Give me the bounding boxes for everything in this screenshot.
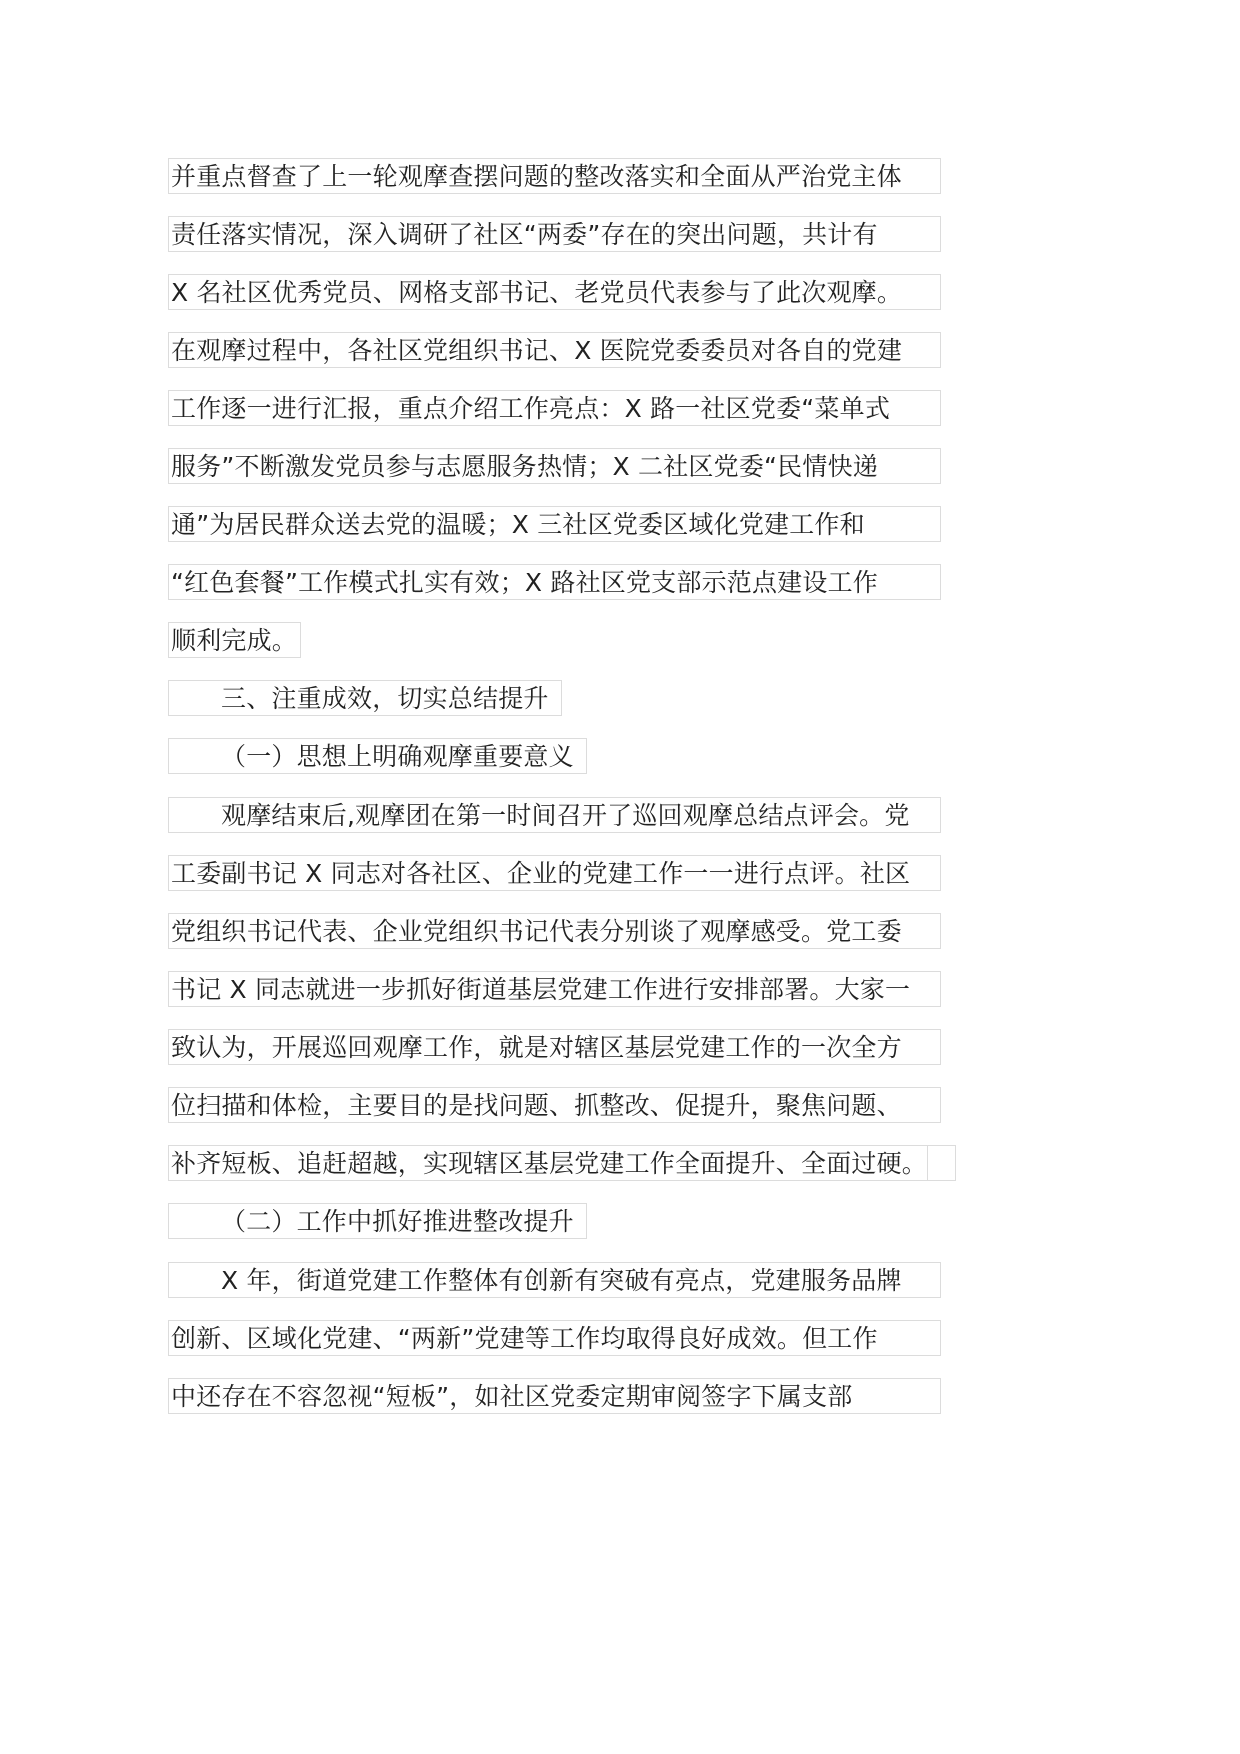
paragraph-line: 通”为居民群众送去党的温暖；X 三社区党委区域化党建工作和	[168, 506, 941, 542]
paragraph-line: 责任落实情况，深入调研了社区“两委”存在的突出问题，共计有	[168, 216, 941, 252]
line-end-box	[927, 1145, 956, 1181]
paragraph-line: 书记 X 同志就进一步抓好街道基层党建工作进行安排部署。大家一	[168, 971, 941, 1007]
paragraph-line: 顺利完成。	[168, 622, 301, 658]
paragraph-line: 观摩结束后,观摩团在第一时间召开了巡回观摩总结点评会。党	[168, 797, 941, 833]
paragraph-line: 党组织书记代表、企业党组织书记代表分别谈了观摩感受。党工委	[168, 913, 941, 949]
paragraph-line: X 年，街道党建工作整体有创新有突破有亮点，党建服务品牌	[168, 1262, 941, 1298]
paragraph-line: 致认为，开展巡回观摩工作，就是对辖区基层党建工作的一次全方	[168, 1029, 941, 1065]
paragraph-line: 位扫描和体检，主要目的是找问题、抓整改、促提升，聚焦问题、	[168, 1087, 941, 1123]
paragraph-line: 补齐短板、追赶超越，实现辖区基层党建工作全面提升、全面过硬。	[168, 1145, 928, 1181]
paragraph-line: 创新、区域化党建、“两新”党建等工作均取得良好成效。但工作	[168, 1320, 941, 1356]
paragraph-line: X 名社区优秀党员、网格支部书记、老党员代表参与了此次观摩。	[168, 274, 941, 310]
subsection-heading: （一）思想上明确观摩重要意义	[168, 738, 587, 774]
subsection-heading: （二）工作中抓好推进整改提升	[168, 1203, 587, 1239]
paragraph-line: 并重点督查了上一轮观摩查摆问题的整改落实和全面从严治党主体	[168, 158, 941, 194]
paragraph-line: 工作逐一进行汇报，重点介绍工作亮点：X 路一社区党委“菜单式	[168, 390, 941, 426]
section-heading: 三、注重成效，切实总结提升	[168, 680, 562, 716]
paragraph-line: 服务”不断激发党员参与志愿服务热情；X 二社区党委“民情快递	[168, 448, 941, 484]
paragraph-line: 在观摩过程中，各社区党组织书记、X 医院党委委员对各自的党建	[168, 332, 941, 368]
paragraph-line: “红色套餐”工作模式扎实有效；X 路社区党支部示范点建设工作	[168, 564, 941, 600]
paragraph-line: 工委副书记 X 同志对各社区、企业的党建工作一一进行点评。社区	[168, 855, 941, 891]
paragraph-line: 中还存在不容忽视“短板”，如社区党委定期审阅签字下属支部	[168, 1378, 941, 1414]
